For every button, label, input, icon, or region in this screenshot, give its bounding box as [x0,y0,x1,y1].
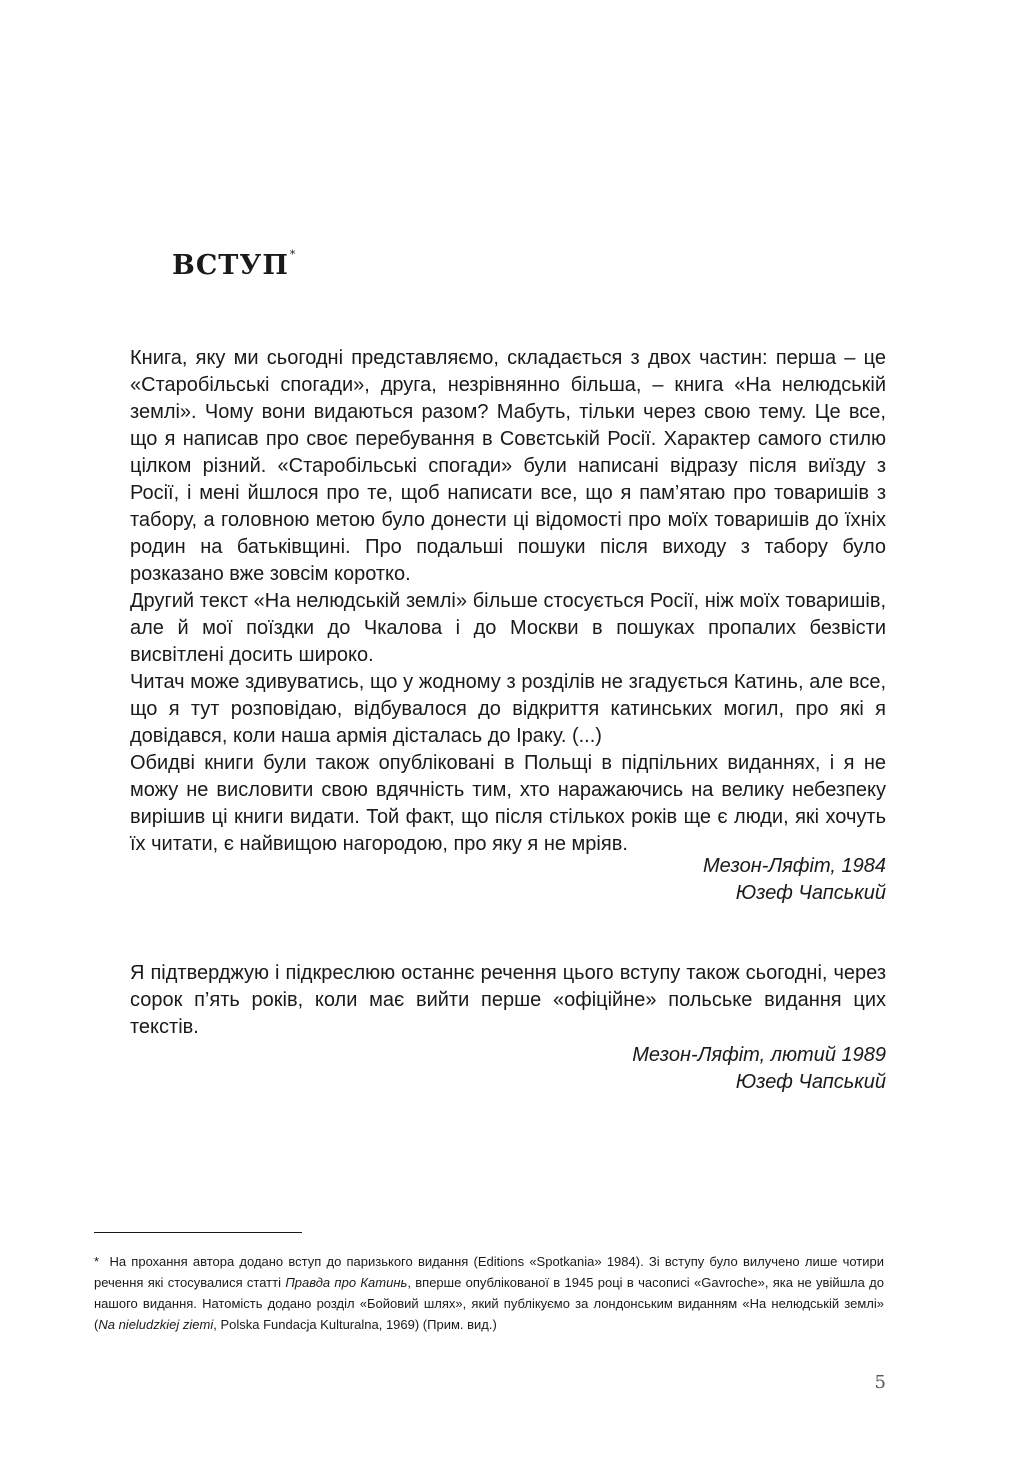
footnote-text-part: , вперше опублікованої в 1945 році в часописі «Gavroche», яка не увійшла до нашого видання. Натомість додано розділ «Бойовий шлях», який публікуємо за лондонським виданням «На нелюдській землі» ( [94,1275,884,1332]
page-number: 5 [874,1372,886,1393]
footnote-italic-title: Na nieludzkiej ziemi [98,1317,214,1332]
signature-author: Юзеф Чапський [735,1071,886,1093]
signature-place-date: Мезон-Ляфіт, лютий 1989 [632,1044,886,1066]
paragraph: Обидві книги були також опубліковані в Польщі в підпільних виданнях, і я не можу не висловити свою вдячність тим, хто наражаючись на велику небезпеку вирішив ці книги видати. Той факт, що після стількох років ще є люди, які хочуть їх читати, є найвищою нагородою, про яку я не мріяв. [130,752,886,855]
heading-footnote-marker: * [289,248,297,261]
footnote-divider [94,1232,302,1233]
postscript-text [130,960,886,1041]
signature-author: Юзеф Чапський [735,882,886,904]
paragraph: Я підтверджую і підкреслюю останнє речення цього вступу також сьогодні, через сорок п’ять років, коли має вийти перше «офіційне» польське видання цих текстів. [130,962,886,1038]
signature-place-date: Мезон-Ляфіт, 1984 [702,855,886,877]
paragraph: Книга, яку ми сьогодні представляємо, складається з двох частин: перша – це «Старобільські спогади», друга, незрівнянно більша, – книга «На нелюдській землі». Чому вони видаються разом? Мабуть, тільки через свою тему. Це все, що я написав про своє перебування в Совєтській Росії. Характер самого стилю цілком різний. «Старобільські спогади» були написані відразу після виїзду з Росії, і мені йшлося про те, щоб написати все, що я пам’ятаю про товаришів з табору, а головною метою було донести ці відомості про моїх товаришів до їхніх родин на батьківщині. Про подальші пошуки після виходу з табору було розказано вже зовсім коротко. [130,347,886,585]
footnote [94,1251,884,1335]
footnote-marker: * [94,1254,100,1269]
paragraph: Читач може здивуватись, що у жодному з розділів не згадується Катинь, але все, що я тут розповідаю, відбувалося до відкриття катинських могил, про які я довідався, коли наша армія дісталась до Іраку. (...) [130,671,886,747]
signature-block-1984 [486,853,886,907]
chapter-heading [172,250,296,281]
signature-block-1989 [486,1042,886,1096]
paragraph: Другий текст «На нелюдській землі» більше стосується Росії, ніж моїх товаришів, але й мої поїздки до Чкалова і до Москви в пошуках пропалих безвісти висвітлені досить широко. [130,590,886,666]
chapter-title: ВСТУП [172,250,289,281]
footnote-text-part: , Polska Fundacja Kulturalna, 1969) (Прим. вид.) [213,1317,497,1332]
footnote-italic-title: Правда про Катинь [285,1275,408,1290]
intro-text [130,345,886,858]
footnote-text-part: На прохання автора додано вступ до паризького видання (Editions «Spotkania» 1984). Зі вступу було вилучено лише чотири речення які стосувалися статті [94,1254,884,1290]
